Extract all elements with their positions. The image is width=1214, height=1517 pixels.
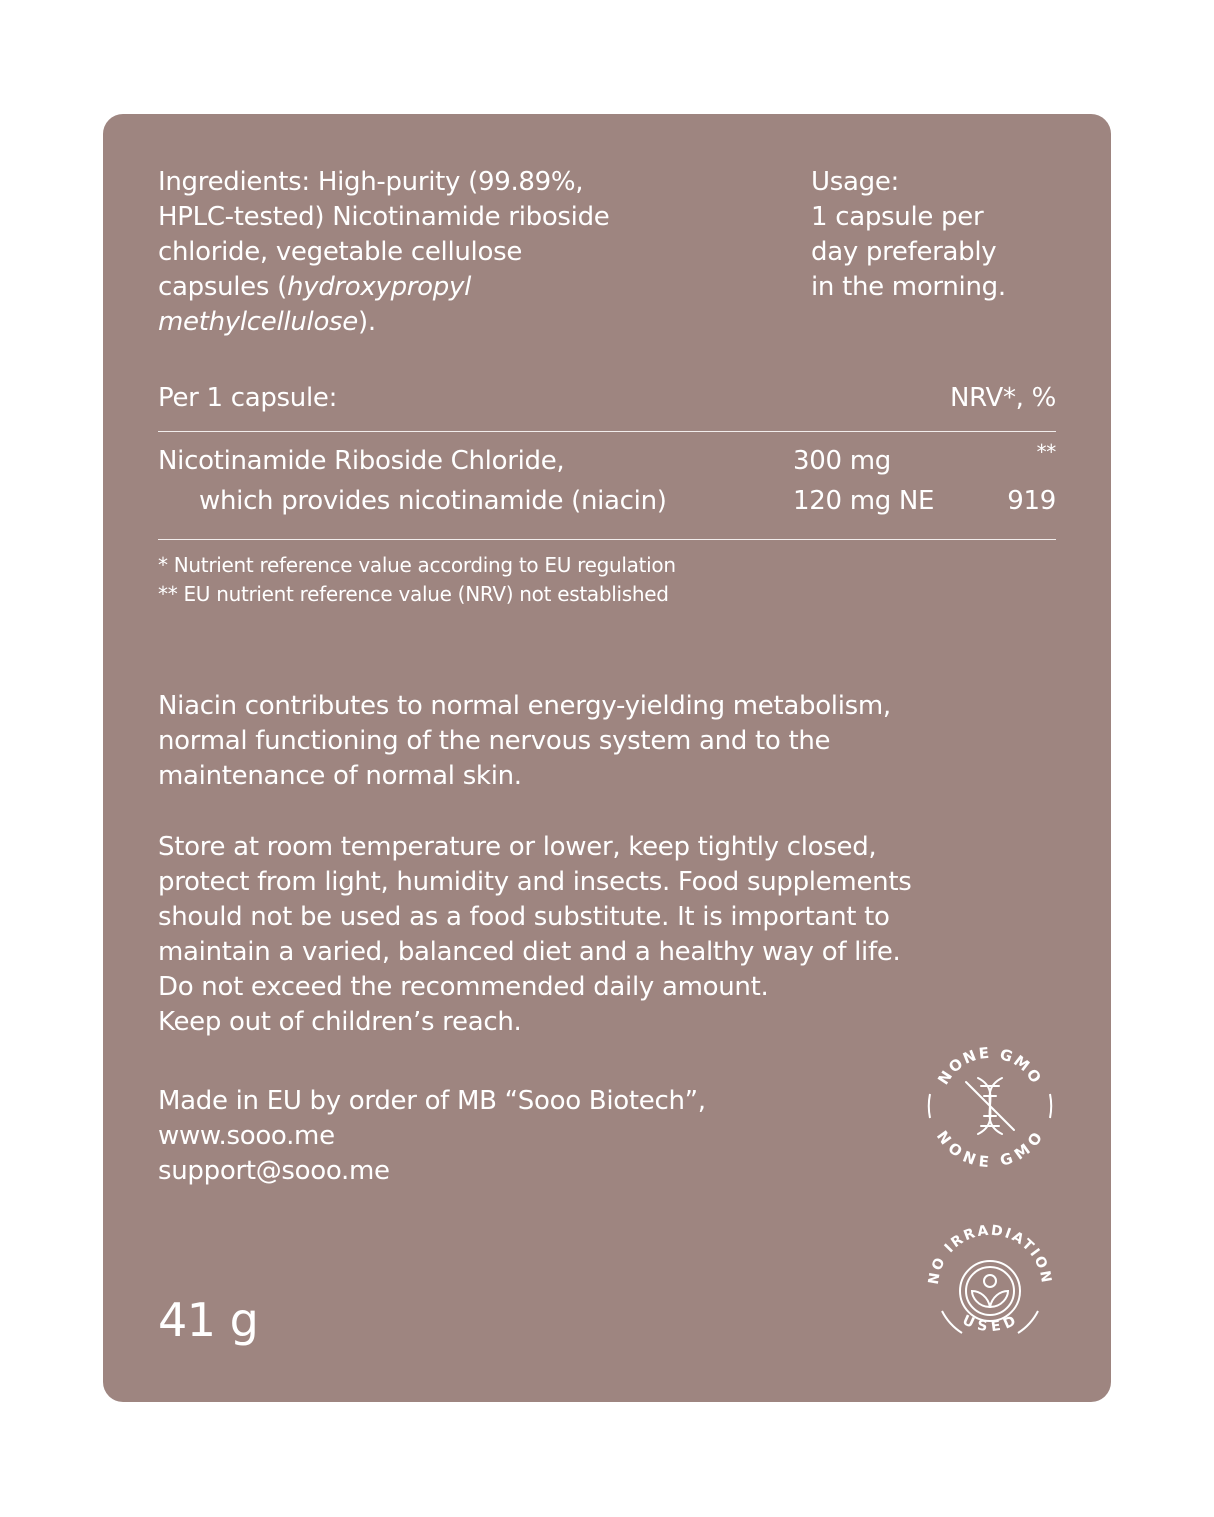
badge-label-top: NONE GMO [934, 1043, 1046, 1088]
ingredients-italic: hydroxypropyl [286, 272, 471, 302]
website-text: www.sooo.me [158, 1121, 335, 1151]
crossed-dna-icon [966, 1078, 1014, 1134]
health-claims-text [158, 689, 891, 794]
usage-line: day preferably [811, 237, 997, 267]
table-divider-bottom [158, 539, 1056, 540]
claims-line: maintenance of normal skin. [158, 761, 522, 791]
ingredients-line: ). [358, 307, 376, 337]
leaf-sprout-icon [960, 1261, 1020, 1321]
ingredients-line: Ingredients: High-purity (99.89%, [158, 167, 584, 197]
usage-line: 1 capsule per [811, 202, 984, 232]
ingredients-line: HPLC-tested) Nicotinamide riboside [158, 202, 610, 232]
storage-line: should not be used as a food substitute. It is important to [158, 902, 890, 932]
storage-line: Do not exceed the recommended daily amount. [158, 972, 769, 1002]
table-row-amount: 300 mg [793, 446, 891, 476]
storage-line: protect from light, humidity and insects. Food supplements [158, 867, 912, 897]
usage-heading: Usage: [811, 167, 899, 197]
support-email-text: support@sooo.me [158, 1156, 390, 1186]
table-row-name: which provides nicotinamide (niacin) [199, 486, 667, 516]
table-divider-top [158, 431, 1056, 432]
table-row-amount: 120 mg NE [793, 486, 935, 516]
storage-line: Store at room temperature or lower, keep tightly closed, [158, 832, 877, 862]
footnote: ** EU nutrient reference value (NRV) not established [158, 582, 669, 606]
storage-line: Keep out of children’s reach. [158, 1007, 522, 1037]
storage-warnings-text [158, 830, 911, 1040]
svg-text:NO IRRADIATION [926, 1223, 1054, 1286]
badge-label-bottom: USED [960, 1311, 1020, 1335]
claims-line: normal functioning of the nervous system and to the [158, 726, 831, 756]
table-row-nrv: 919 [1007, 486, 1056, 516]
badge-label-top: NO IRRADIATION [925, 1222, 1055, 1286]
svg-text:NONE GMO [933, 1128, 1048, 1172]
svg-text:NONE GMO [934, 1044, 1046, 1088]
table-row-nrv: ** [1036, 440, 1056, 464]
table-row-name: Nicotinamide Riboside Chloride, [158, 446, 565, 476]
label-panel [103, 114, 1111, 1402]
none-gmo-badge [920, 1036, 1060, 1176]
badge-label-bottom: NONE GMO [932, 1127, 1048, 1172]
net-weight: 41 g [158, 1293, 259, 1347]
usage-line: in the morning. [811, 272, 1006, 302]
claims-line: Niacin contributes to normal energy-yielding metabolism, [158, 691, 891, 721]
ingredients-italic: methylcellulose [158, 307, 358, 337]
ingredients-text [158, 165, 610, 340]
ingredients-line: capsules ( [158, 272, 287, 302]
no-irradiation-badge [920, 1211, 1060, 1351]
table-header-left: Per 1 capsule: [158, 383, 338, 413]
table-header-right: NRV*, % [949, 383, 1056, 413]
storage-line: maintain a varied, balanced diet and a healthy way of life. [158, 937, 901, 967]
ingredients-line: chloride, vegetable cellulose [158, 237, 523, 267]
manufacturer-line: Made in EU by order of MB “Sooo Biotech”, [158, 1086, 706, 1116]
usage-text [811, 165, 1006, 305]
footnote: * Nutrient reference value according to EU regulation [158, 553, 676, 577]
manufacturer-text [158, 1084, 706, 1189]
